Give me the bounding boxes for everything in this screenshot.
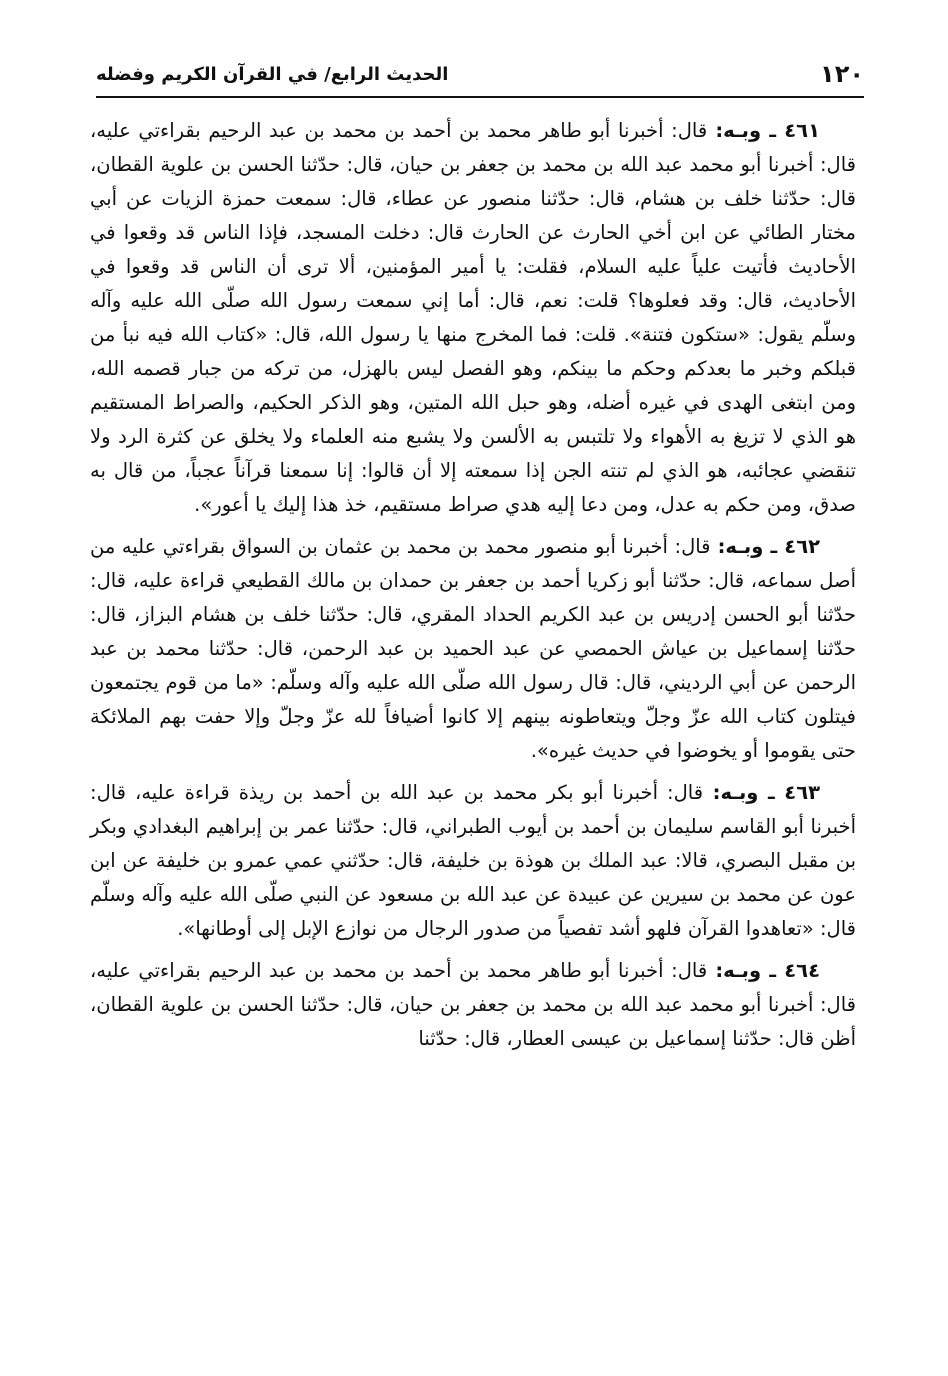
hadith-text: قال: أخبرنا أبو منصور محمد بن محمد بن عثمان بن السواق بقراءتي عليه من أصل سماعه، قال: حدّثنا أبو زكريا أحمد بن جعفر بن حمدان بن مالك القطيعي قراءة عليه، قال: حدّثنا أبو الحسن إدريس بن عبد الكريم الحداد المقري، قال: حدّثنا خلف بن هشام البزاز، قال: حدّثنا إسماعيل بن عياش الحمصي عن عبد الحميد بن عبد الرحمن، قال: حدّثنا محمد بن عبد الرحمن عن أبي الرديني، قال: قال رسول الله صلّى الله عليه وآله وسلّم: «ما من قوم يجتمعون فيتلون كتاب الله عزّ وجلّ ويتعاطونه بينهم إلا كانوا أضيافاً لله عزّ وجلّ وإلا حفت بهم الملائكة حتى يقوموا أو يخوضوا في حديث غيره». (90, 535, 856, 762)
hadith-paragraph-463 (90, 776, 856, 946)
hadith-lead: ـ وبـه: (707, 119, 785, 142)
hadith-lead: ـ وبـه: (703, 781, 785, 804)
hadith-text: قال: أخبرنا أبو طاهر محمد بن أحمد بن محمد بن عبد الرحيم بقراءتي عليه، قال: أخبرنا أبو محمد عبد الله بن محمد بن جعفر بن حيان، قال: حدّثنا الحسن بن علوية القطان، أظن قال: حدّثنا إسماعيل بن عيسى العطار، قال: حدّثنا (90, 959, 856, 1050)
hadith-number: ٤٦١ (784, 119, 820, 142)
hadith-number: ٤٦٤ (784, 959, 820, 982)
running-title: الحديث الرابع/ في القرآن الكريم وفضله (96, 64, 449, 85)
hadith-lead: ـ وبـه: (707, 959, 785, 982)
hadith-paragraph-464 (90, 954, 856, 1056)
hadith-lead: ـ وبـه: (710, 535, 785, 558)
hadith-paragraph-461 (90, 114, 856, 522)
hadith-text: قال: أخبرنا أبو بكر محمد بن عبد الله بن أحمد بن ريذة قراءة عليه، قال: أخبرنا أبو القاسم سليمان بن أحمد بن أيوب الطبراني، قال: حدّثنا عمر بن إبراهيم البغدادي وبكر بن مقبل البصري، قالا: عبد الملك بن هوذة بن خليفة، قال: حدّثني عمي عمرو بن خليفة عن ابن عون عن محمد بن سيرين عن عبيدة عن عبد الله بن مسعود عن النبي صلّى الله عليه وآله وسلّم قال: «تعاهدوا القرآن فلهو أشد تفصياً من صدور الرجال من نوازع الإبل إلى أوطانها». (90, 781, 856, 940)
hadith-text: قال: أخبرنا أبو طاهر محمد بن أحمد بن محمد بن عبد الرحيم بقراءتي عليه، قال: أخبرنا أبو محمد عبد الله بن محمد بن جعفر بن حيان، قال: حدّثنا الحسن بن علوية القطان، قال: حدّثنا خلف بن هشام، قال: حدّثنا منصور عن عطاء، قال: سمعت حمزة الزيات عن أبي مختار الطائي عن ابن أخي الحارث عن الحارث قال: دخلت المسجد، فإذا الناس قد وقعوا في الأحاديث فأتيت علياً عليه السلام، فقلت: يا أمير المؤمنين، ألا ترى أن الناس قد وقعوا في الأحاديث، قال: وقد فعلوها؟ قلت: نعم، قال: أما إني سمعت رسول الله صلّى الله عليه وآله وسلّم يقول: «ستكون فتنة». قلت: فما المخرج منها يا رسول الله، قال: «كتاب الله فيه نبأ من قبلكم وخبر ما بعدكم وحكم ما بينكم، وهو الفصل ليس بالهزل، من تركه من جبار قصمه الله، ومن ابتغى الهدى في غيره أضله، وهو حبل الله المتين، وهو الذكر الحكيم، والصراط المستقيم هو الذي لا تزيغ به الأهواء ولا تلتبس به الألسن ولا يشبع منه العلماء ولا يخلق عن كثرة الرد ولا تنقضي عجائبه، هو الذي لم تنته الجن إذا سمعته إلا أن قالوا: إنا سمعنا قرآناً عجباً، من قال به صدق، ومن حكم به عدل، ومن دعا إليه هدي صراط مستقيم، خذ هذا إليك يا أعور». (90, 119, 856, 516)
hadith-number: ٤٦٣ (784, 781, 821, 804)
hadith-paragraph-462 (90, 530, 856, 768)
page-header (96, 52, 864, 98)
page-body (90, 114, 856, 1064)
hadith-number: ٤٦٢ (784, 535, 821, 558)
page-number: ١٢٠ (820, 60, 864, 88)
